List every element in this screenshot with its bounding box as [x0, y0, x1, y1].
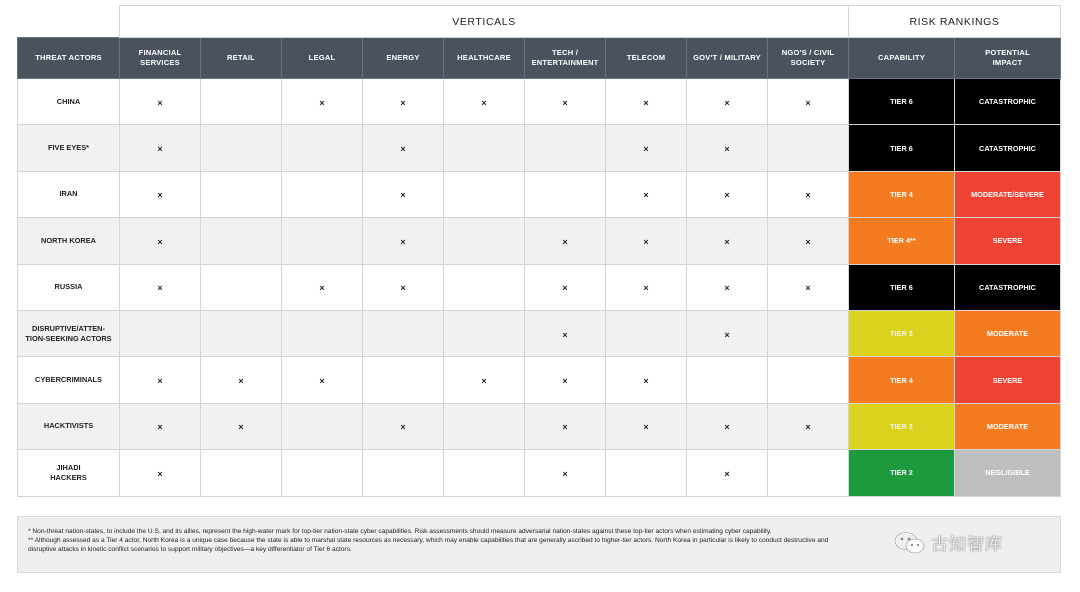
x-mark-icon: × [562, 422, 568, 433]
x-mark-icon: × [643, 376, 649, 387]
vertical-header-healthcare [444, 38, 525, 79]
vertical-cell [687, 264, 768, 310]
vertical-cell [120, 357, 201, 403]
threat-actor-label [18, 403, 120, 449]
vertical-cell [120, 125, 201, 171]
capability-badge: TIER 3 [849, 310, 955, 356]
vertical-cell [201, 171, 282, 217]
vertical-cell [363, 79, 444, 125]
x-mark-icon: × [805, 190, 811, 201]
vertical-cell [606, 264, 687, 310]
capability-badge: TIER 6 [849, 79, 955, 125]
vertical-cell [282, 403, 363, 449]
x-mark-icon: × [157, 283, 163, 294]
vertical-header-telecom-line: TELECOM [626, 53, 666, 62]
vertical-cell [120, 218, 201, 264]
verticals-group-header: VERTICALS [120, 6, 849, 38]
potential-impact-header-line: IMPACT [992, 58, 1023, 67]
table-row [18, 310, 1061, 356]
vertical-cell [201, 125, 282, 171]
vertical-header-financial-services [120, 38, 201, 79]
vertical-cell [525, 125, 606, 171]
vertical-cell [120, 310, 201, 356]
vertical-cell [282, 218, 363, 264]
vertical-cell [282, 357, 363, 403]
x-mark-icon: × [157, 144, 163, 155]
x-mark-icon: × [481, 97, 487, 108]
vertical-cell [282, 450, 363, 496]
x-mark-icon: × [562, 97, 568, 108]
vertical-cell [201, 403, 282, 449]
impact-badge: SEVERE [955, 218, 1061, 264]
x-mark-icon: × [157, 376, 163, 387]
x-mark-icon: × [724, 329, 730, 340]
footnote-2: ** Although assessed as a Tier 4 actor, North Korea is a unique case because the state is able to marshal state resources as necessary, which may enable capabilities that are generally ascribed to higher-tier actors. North Korea in particular is likely to conduct destructive and [28, 537, 829, 545]
vertical-cell [444, 403, 525, 449]
vertical-cell [525, 171, 606, 217]
capability-badge: TIER 2 [849, 450, 955, 496]
x-mark-icon: × [643, 236, 649, 247]
vertical-header-energy-line: ENERGY [386, 53, 420, 62]
x-mark-icon: × [643, 97, 649, 108]
potential-impact-header-line: POTENTIAL [985, 48, 1030, 57]
watermark [893, 530, 1003, 555]
x-mark-icon: × [238, 422, 244, 433]
vertical-cell [120, 171, 201, 217]
impact-badge: MODERATE [955, 403, 1061, 449]
vertical-header-legal [282, 38, 363, 79]
capability-badge: TIER 4 [849, 171, 955, 217]
vertical-cell [363, 403, 444, 449]
x-mark-icon: × [724, 190, 730, 201]
threat-actor-label-line: JIHADI [56, 462, 81, 472]
vertical-header-gov-t-military-line: GOV'T / MILITARY [693, 53, 761, 62]
x-mark-icon: × [481, 376, 487, 387]
vertical-header-ngo-s-civil-society-line: NGO'S / CIVIL [781, 48, 835, 57]
watermark-text: 古知智库 [931, 535, 1003, 555]
vertical-cell [525, 357, 606, 403]
vertical-cell [525, 403, 606, 449]
vertical-cell [525, 310, 606, 356]
vertical-cell [363, 171, 444, 217]
x-mark-icon: × [319, 376, 325, 387]
x-mark-icon: × [562, 376, 568, 387]
x-mark-icon: × [157, 468, 163, 479]
capability-badge: TIER 6 [849, 125, 955, 171]
vertical-cell [687, 357, 768, 403]
x-mark-icon: × [805, 422, 811, 433]
threat-actor-label [18, 125, 120, 171]
vertical-cell [768, 125, 849, 171]
vertical-cell [444, 450, 525, 496]
vertical-cell [606, 79, 687, 125]
vertical-cell [525, 218, 606, 264]
x-mark-icon: × [643, 190, 649, 201]
vertical-cell [768, 310, 849, 356]
vertical-cell [768, 264, 849, 310]
threat-actor-label-line: CHINA [56, 96, 81, 106]
vertical-cell [363, 450, 444, 496]
vertical-header-tech-entertainment-line: TECH / [551, 48, 579, 57]
vertical-header-retail-line: RETAIL [226, 53, 256, 62]
threat-actors-header: THREAT ACTORS [18, 38, 120, 79]
threat-actor-label [18, 79, 120, 125]
capability-header: CAPABILITY [849, 38, 955, 79]
x-mark-icon: × [643, 422, 649, 433]
threat-actor-label [18, 450, 120, 496]
potential-impact-header [955, 38, 1061, 79]
vertical-cell [768, 79, 849, 125]
threat-actor-label [18, 357, 120, 403]
threat-actor-label-line: DISRUPTIVE/ATTEN- [32, 323, 105, 333]
vertical-cell [768, 357, 849, 403]
vertical-cell [606, 403, 687, 449]
footnote-1: * Non-threat nation-states, to include the U.S. and its allies, represent the high-water mark for top-tier nation-state cyber capabilities. Risk assessments should measure adversarial nation-states against these top-tier actors when estimating cyber capability. [28, 528, 772, 535]
vertical-cell [201, 264, 282, 310]
table-row [18, 171, 1061, 217]
table-row [18, 79, 1061, 125]
x-mark-icon: × [805, 283, 811, 294]
x-mark-icon: × [400, 97, 406, 108]
threat-actor-label-line: NORTH KOREA [40, 235, 97, 245]
vertical-cell [606, 125, 687, 171]
capability-badge: TIER 4** [849, 218, 955, 264]
table-row [18, 218, 1061, 264]
vertical-cell [525, 264, 606, 310]
vertical-cell [768, 450, 849, 496]
threat-actor-label-line: FIVE EYES* [47, 143, 90, 153]
table-row [18, 403, 1061, 449]
vertical-header-energy [363, 38, 444, 79]
footnote-3: disruptive attacks in kinetic conflict scenarios to support military objectives—a key differentiator of Tier 6 actors. [28, 546, 352, 554]
x-mark-icon: × [643, 144, 649, 155]
x-mark-icon: × [643, 283, 649, 294]
vertical-cell [444, 125, 525, 171]
threat-actor-label-line: HACKTIVISTS [43, 421, 94, 431]
threat-actor-label-line: RUSSIA [54, 282, 83, 292]
threat-actor-label [18, 171, 120, 217]
x-mark-icon: × [724, 422, 730, 433]
vertical-header-legal-line: LEGAL [308, 53, 336, 62]
vertical-cell [201, 450, 282, 496]
vertical-cell [282, 125, 363, 171]
vertical-cell [201, 310, 282, 356]
threat-actor-label-line: HACKERS [50, 472, 87, 482]
impact-badge: MODERATE [955, 310, 1061, 356]
corner-blank [18, 6, 120, 38]
threat-actor-label-line: CYBERCRIMINALS [35, 375, 102, 385]
table-row [18, 125, 1061, 171]
vertical-cell [606, 171, 687, 217]
vertical-cell [444, 218, 525, 264]
table-row [18, 264, 1061, 310]
vertical-header-financial-services-line: FINANCIAL [138, 48, 182, 57]
x-mark-icon: × [562, 236, 568, 247]
x-mark-icon: × [319, 97, 325, 108]
x-mark-icon: × [562, 329, 568, 340]
impact-badge: CATASTROPHIC [955, 125, 1061, 171]
vertical-cell [201, 218, 282, 264]
impact-badge: NEGLIGIBLE [955, 450, 1061, 496]
vertical-header-ngo-s-civil-society-line: SOCIETY [790, 58, 826, 67]
x-mark-icon: × [805, 236, 811, 247]
vertical-header-financial-services-line: SERVICES [140, 58, 180, 67]
vertical-cell [363, 125, 444, 171]
vertical-cell [282, 264, 363, 310]
vertical-cell [444, 79, 525, 125]
vertical-cell [525, 79, 606, 125]
x-mark-icon: × [157, 97, 163, 108]
x-mark-icon: × [400, 144, 406, 155]
vertical-cell [768, 171, 849, 217]
table-row [18, 357, 1061, 403]
x-mark-icon: × [805, 97, 811, 108]
threat-actor-label-line: IRAN [59, 189, 78, 199]
vertical-cell [687, 171, 768, 217]
x-mark-icon: × [400, 236, 406, 247]
vertical-header-tech-entertainment-line: ENTERTAINMENT [531, 58, 599, 67]
vertical-cell [282, 171, 363, 217]
vertical-cell [120, 450, 201, 496]
x-mark-icon: × [157, 422, 163, 433]
impact-badge: MODERATE/SEVERE [955, 171, 1061, 217]
vertical-cell [282, 79, 363, 125]
vertical-cell [444, 171, 525, 217]
x-mark-icon: × [724, 236, 730, 247]
vertical-header-telecom [606, 38, 687, 79]
x-mark-icon: × [724, 468, 730, 479]
capability-badge: TIER 4 [849, 357, 955, 403]
x-mark-icon: × [400, 422, 406, 433]
vertical-cell [201, 79, 282, 125]
vertical-cell [120, 403, 201, 449]
x-mark-icon: × [157, 236, 163, 247]
vertical-cell [444, 357, 525, 403]
x-mark-icon: × [562, 468, 568, 479]
vertical-cell [687, 310, 768, 356]
impact-badge: SEVERE [955, 357, 1061, 403]
impact-badge: CATASTROPHIC [955, 79, 1061, 125]
vertical-header-ngo-s-civil-society [768, 38, 849, 79]
vertical-header-retail [201, 38, 282, 79]
capability-badge: TIER 6 [849, 264, 955, 310]
vertical-cell [282, 310, 363, 356]
vertical-cell [687, 79, 768, 125]
vertical-cell [444, 264, 525, 310]
x-mark-icon: × [562, 283, 568, 294]
x-mark-icon: × [724, 97, 730, 108]
x-mark-icon: × [400, 283, 406, 294]
vertical-cell [687, 125, 768, 171]
wechat-icon [893, 531, 927, 555]
threat-actor-label [18, 264, 120, 310]
vertical-cell [201, 357, 282, 403]
vertical-cell [606, 357, 687, 403]
vertical-cell [687, 218, 768, 264]
threat-actor-label [18, 310, 120, 356]
risk-rankings-group-header: RISK RANKINGS [849, 6, 1061, 38]
x-mark-icon: × [157, 190, 163, 201]
vertical-cell [120, 264, 201, 310]
vertical-cell [606, 450, 687, 496]
vertical-cell [606, 218, 687, 264]
table-row [18, 450, 1061, 496]
vertical-cell [120, 79, 201, 125]
x-mark-icon: × [400, 190, 406, 201]
vertical-cell [525, 450, 606, 496]
threat-matrix-table [17, 5, 1061, 497]
vertical-cell [687, 450, 768, 496]
vertical-cell [363, 264, 444, 310]
vertical-cell [363, 310, 444, 356]
x-mark-icon: × [724, 144, 730, 155]
vertical-cell [687, 403, 768, 449]
x-mark-icon: × [319, 283, 325, 294]
vertical-header-healthcare-line: HEALTHCARE [457, 53, 511, 62]
vertical-cell [768, 403, 849, 449]
vertical-cell [606, 310, 687, 356]
vertical-cell [363, 218, 444, 264]
x-mark-icon: × [724, 283, 730, 294]
threat-actor-label [18, 218, 120, 264]
vertical-cell [444, 310, 525, 356]
capability-badge: TIER 3 [849, 403, 955, 449]
vertical-header-gov-t-military [687, 38, 768, 79]
impact-badge: CATASTROPHIC [955, 264, 1061, 310]
vertical-cell [363, 357, 444, 403]
threat-actor-label-line: TION-SEEKING ACTORS [25, 333, 112, 343]
x-mark-icon: × [238, 376, 244, 387]
vertical-cell [768, 218, 849, 264]
vertical-header-tech-entertainment [525, 38, 606, 79]
